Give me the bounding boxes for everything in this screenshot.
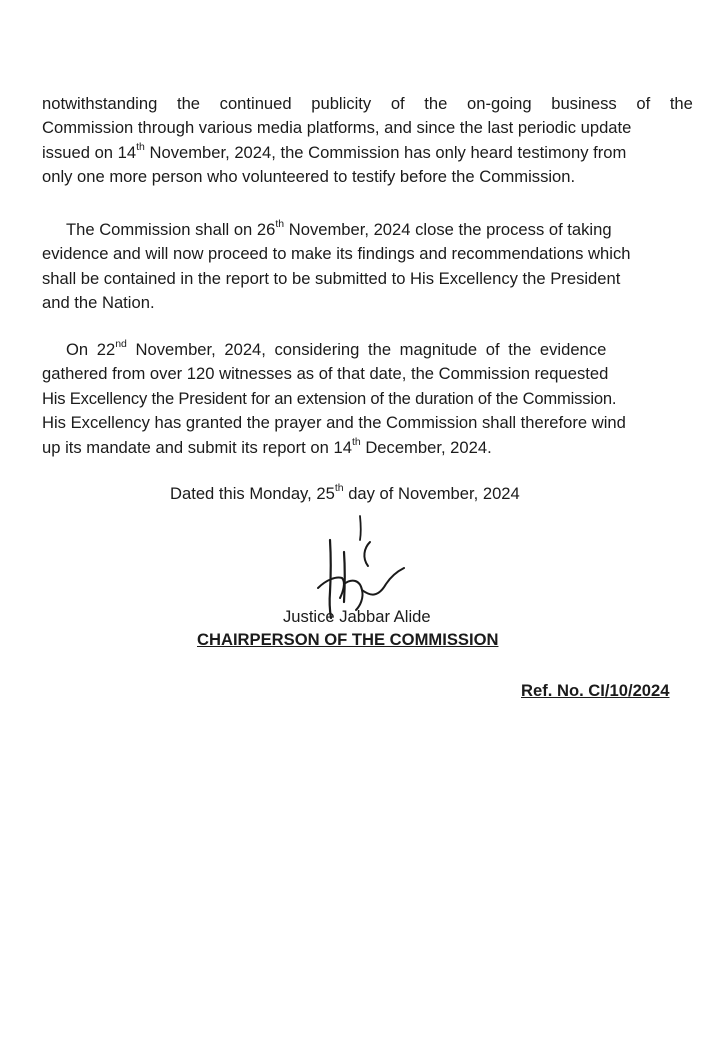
paragraph-line (42, 92, 693, 116)
line-text: November, 2024 close the process of taking (284, 220, 612, 239)
paragraph-line (42, 436, 693, 460)
line-text: November, 2024, the Commission has only heard testimony from (144, 142, 627, 162)
word: of (390, 94, 405, 113)
line-text: November, 2024, considering the magnitude of the evidence (126, 340, 607, 359)
date-text: Dated this Monday, 25 (170, 484, 335, 503)
word: continued (219, 94, 292, 113)
line-text: up its mandate and submit its report on 14 (42, 437, 352, 457)
word: the (669, 94, 693, 113)
date-text: day of November, 2024 (343, 484, 520, 503)
line-text: issued on 14 (42, 142, 137, 162)
signatory-name: Justice Jabbar Alide (283, 607, 431, 626)
paragraph-line: evidence and will now proceed to make its findings and recommendations which (42, 244, 631, 264)
ordinal-suffix: th (275, 218, 285, 231)
paragraph-line: and the Nation. (42, 293, 155, 313)
paragraph-line: only one more person who volunteered to testify before the Commission. (42, 167, 576, 187)
paragraph-closing-evidence (42, 218, 693, 316)
word: of (636, 94, 651, 113)
paragraph-line: gathered from over 120 witnesses as of that date, the Commission requested (42, 364, 609, 384)
word: business (551, 94, 617, 113)
paragraph-line: His Excellency has granted the prayer and the Commission shall therefore wind (42, 413, 626, 433)
paragraph-line: shall be contained in the report to be submitted to His Excellency the President (42, 268, 621, 288)
word: the (176, 94, 201, 113)
line-text: The Commission shall on 26 (66, 220, 276, 239)
ordinal-suffix: th (136, 141, 145, 154)
word: on-going (467, 94, 532, 113)
reference-number: Ref. No. CI/10/2024 (521, 681, 670, 700)
paragraph-extension (42, 338, 693, 460)
paragraph-line: Commission through various media platforms, and since the last periodic update (42, 118, 632, 138)
line-text: On 22 (66, 340, 116, 359)
paragraph-line (42, 218, 693, 242)
paragraph-publicity (42, 92, 693, 190)
word: notwithstanding (42, 94, 158, 113)
ordinal-suffix: th (334, 482, 344, 495)
paragraph-line (42, 141, 693, 165)
word: publicity (311, 94, 372, 113)
signatory-title: CHAIRPERSON OF THE COMMISSION (197, 630, 499, 649)
ordinal-suffix: th (351, 436, 361, 449)
date-line (170, 482, 520, 506)
paragraph-line (42, 338, 693, 362)
line-text: December, 2024. (360, 437, 492, 457)
word: the (424, 94, 448, 113)
paragraph-line: His Excellency the President for an extension of the duration of the Commission. (42, 388, 617, 408)
ordinal-suffix: nd (115, 338, 127, 351)
